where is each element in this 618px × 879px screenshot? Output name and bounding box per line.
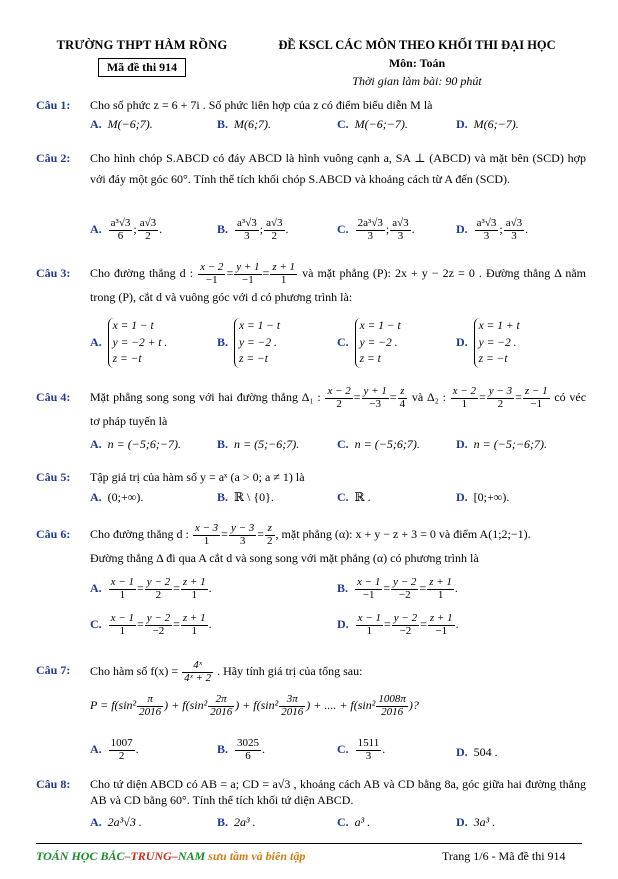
fraction: $\frac{\text{a³√3}}{6}$ — [110, 217, 131, 242]
option-a[interactable]: A. M(−6;7). — [90, 117, 153, 131]
option-d[interactable]: D. $\frac{x - 1}{1}$ = $\frac{y - 2}{-2}$ = $\frac{z + 1}{-1}$ . — [337, 612, 459, 637]
option-a[interactable]: A. $\frac{x - 1}{1}$ = $\frac{y - 2}{2}$ = $\frac{z + 1}{1}$ . — [90, 576, 212, 601]
question-label: Câu 2: — [36, 151, 71, 165]
option-a[interactable]: A. $\frac{\text{a³√3}}{6}$ ; $\frac{a√3}{2}$ . — [90, 217, 163, 242]
option-b[interactable]: B. M(6;7). — [217, 117, 271, 131]
option-d[interactable]: D. 3a³ . — [456, 815, 496, 829]
option-d[interactable]: D. [0;+∞). — [456, 490, 510, 504]
question-2 — [36, 148, 586, 190]
question-3-options — [90, 318, 570, 372]
equation-system: x = 1 − t y = −2 . z = t — [355, 318, 401, 368]
option-b[interactable]: B. $\frac{\text{a³√3}}{3}$ ; $\frac{a√3}{2}$ . — [217, 217, 289, 242]
option-c[interactable]: C. n = (−5;6;7). — [337, 437, 420, 451]
equation-system: x = 1 − t y = −2 + t . z = −t — [108, 318, 168, 368]
question-text: Tập giá trị của hàm số y = aˣ (a > 0; a ≠ 1) là — [90, 470, 305, 484]
option-a[interactable]: A. (0;+∞). — [90, 490, 144, 504]
question-label: Câu 7: — [36, 663, 71, 677]
fraction: $\frac{x - 2}{-1}$ — [200, 261, 224, 286]
header-left — [52, 38, 232, 77]
question-text: Cho tứ diện ABCD có AB = a; CD = a√3 , khoảng cách AB và CD bằng 8a, góc giữa hai đường thẳng AB và CD bằng 60°. Tính thể tích khối tứ diện ABCD. — [90, 777, 586, 808]
option-d[interactable]: D. $\frac{\text{a³√3}}{3}$ ; $\frac{a√3}{3}$ . — [456, 217, 529, 242]
question-text: Cho hàm số f(x) = $\frac{\text{4ˣ}}{\text{4ˣ + 2}}$ . Hãy tính giá trị của tổng sau: — [90, 659, 363, 684]
option-c[interactable]: C. M(−6;−7). — [337, 117, 408, 131]
fraction: $\frac{\text{2a³√3}}{3}$ — [357, 217, 383, 242]
option-a[interactable]: A.x = 1 − t y = −2 + t . z = −t — [90, 318, 167, 368]
fraction: $\frac{\text{a³√3}}{3}$ — [237, 217, 257, 242]
question-label: Câu 4: — [36, 390, 71, 404]
question-text: Mặt phẳng song song với hai đường thẳng Δ₁ : $\frac{x - 2}{2}$ = $\frac{y + 1}{-3}$ = $\frac{z}{4}$ và Δ₂ : $\frac{x - 2}{1}$ = $\frac{y - 3}{2}$ = $\frac{z - 1}{-1}$ có véc tơ pháp tuyến là — [90, 385, 587, 429]
equation-system: x = 1 + t y = −2 . z = −t — [474, 318, 520, 368]
fraction: $\frac{a√3}{3}$ — [505, 217, 523, 242]
school-name: TRƯỜNG THPT HÀM RỒNG — [56, 38, 228, 52]
question-7 — [36, 660, 586, 718]
question-4-options — [90, 437, 570, 455]
question-label: Câu 3: — [36, 266, 71, 280]
option-b[interactable]: B.x = 1 − t y = −2 . z = −t — [217, 318, 280, 368]
question-8-options — [90, 815, 570, 833]
question-label: Câu 5: — [36, 470, 71, 484]
option-c[interactable]: C. $\frac{x - 1}{1}$ = $\frac{y - 2}{-2}$ = $\frac{z + 1}{1}$ . — [90, 612, 212, 637]
sum-expression: P = f(sin² $\frac{\pi}{2016}$ ) + f(sin² $\frac{2\pi}{2016}$ ) + f(sin² $\frac{3\pi}{2016}$ ) + .... + f(sin² $\frac{1008\pi}{2016}$ )? — [90, 693, 419, 718]
option-b[interactable]: B. n = (5;−6;7). — [217, 437, 300, 451]
option-c[interactable]: C. a³ . — [337, 815, 371, 829]
option-b[interactable]: B. ℝ \ {0}. — [217, 490, 274, 504]
question-label: Câu 1: — [36, 98, 71, 112]
fraction: $\frac{a√3}{2}$ — [266, 217, 283, 242]
option-b[interactable]: B. 2a³ . — [217, 815, 256, 829]
exam-title: ĐỀ KSCL CÁC MÔN THEO KHỐI THI ĐẠI HỌC — [278, 38, 556, 52]
fraction: $\frac{\text{a³√3}}{3}$ — [476, 217, 497, 242]
exam-code-box: Mã đề thi 914 — [98, 58, 186, 77]
option-c[interactable]: C.x = 1 − t y = −2 . z = t — [337, 318, 401, 368]
option-d[interactable]: D. 504 . — [456, 745, 498, 759]
question-6 — [36, 523, 586, 570]
option-a[interactable]: A. n = (−5;6;−7). — [90, 437, 181, 451]
option-b[interactable]: B. $\frac{x - 1}{-1}$ = $\frac{y - 2}{-2}$ = $\frac{z + 1}{1}$ . — [337, 576, 458, 601]
header-right — [252, 38, 582, 89]
question-text: Cho đường thẳng d : $\frac{x - 3}{1}$ = $\frac{y - 3}{3}$ = $\frac{z}{2}$ , mặt phẳng (α): x + y − z + 3 = 0 và điểm A(1;2;−1). Đường thẳng Δ đi qua A cắt d và song song với mặt phẳng (α) có phương trình là — [90, 522, 531, 566]
fraction: $\frac{y + 1}{-1}$ — [236, 261, 260, 286]
option-a[interactable]: A. $\frac{1007}{2}$ . — [90, 737, 139, 762]
question-3 — [36, 262, 586, 309]
footer-divider — [36, 843, 582, 844]
question-2-options — [90, 218, 570, 254]
fraction: $\frac{z + 1}{1}$ — [272, 261, 296, 286]
question-6-options — [90, 577, 570, 641]
question-1-options — [90, 117, 570, 135]
equation-system: x = 1 − t y = −2 . z = −t — [234, 318, 280, 368]
question-4 — [36, 386, 586, 433]
exam-time: Thời gian làm bài: 90 phút — [352, 74, 482, 88]
option-d[interactable]: D.x = 1 + t y = −2 . z = −t — [456, 318, 520, 368]
question-label: Câu 6: — [36, 527, 71, 541]
footer-credit: TOÁN HỌC BẮC–TRUNG–NAM sưu tầm và biên tập — [36, 849, 306, 863]
fraction: $\frac{a√3}{2}$ — [139, 217, 157, 242]
fraction: $\frac{a√3}{3}$ — [392, 217, 409, 242]
question-8 — [36, 776, 586, 808]
exam-subject: Môn: Toán — [388, 56, 446, 70]
question-label: Câu 8: — [36, 777, 71, 791]
question-text: Cho hình chóp S.ABCD có đáy ABCD là hình vuông cạnh a, SA ⊥ (ABCD) và mặt bên (SCD) hợp với đáy một góc 60°. Tính thể tích khối chóp S.ABCD và khoảng cách từ A đến (SCD). — [90, 151, 586, 186]
page-number: Trang 1/6 - Mã đề thi 914 — [442, 849, 566, 863]
option-c[interactable]: C. ℝ . — [337, 490, 371, 504]
question-1 — [36, 97, 586, 113]
option-a[interactable]: A. 2a³√3 . — [90, 815, 142, 829]
question-5-options — [90, 490, 570, 508]
option-d[interactable]: D. M(6;−7). — [456, 117, 519, 131]
option-c[interactable]: C. $\frac{1511}{3}$ . — [337, 737, 386, 762]
option-d[interactable]: D. n = (−5;−6;7). — [456, 437, 547, 451]
question-text: Cho số phức z = 6 + 7i . Số phức liên hợp của z có điểm biểu diễn M là — [90, 98, 433, 112]
option-c[interactable]: C. $\frac{\text{2a³√3}}{3}$ ; $\frac{a√3}{3}$ . — [337, 217, 415, 242]
option-b[interactable]: B. $\frac{3025}{6}$ . — [217, 737, 266, 762]
question-text: Cho đường thẳng d : $\frac{x - 2}{-1}$ = $\frac{y + 1}{-1}$ = $\frac{z + 1}{1}$ và mặt phẳng (P): 2x + y − 2z = 0 . Đường thẳng Δ nằm trong (P), cắt d và vuông góc với d có phương trình là: — [90, 261, 587, 305]
question-5 — [36, 469, 586, 485]
question-7-options — [90, 738, 570, 768]
